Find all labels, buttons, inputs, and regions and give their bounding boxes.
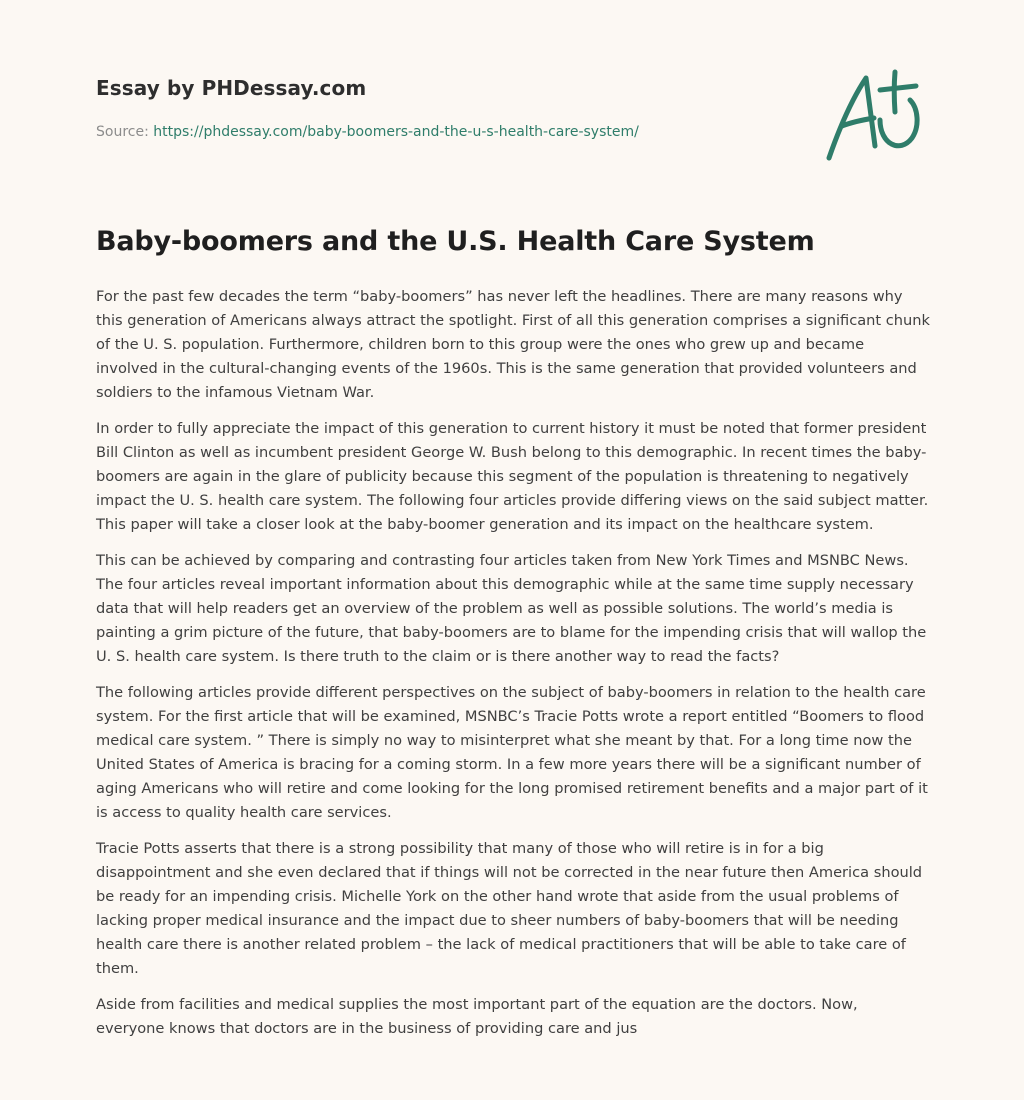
essay-paragraph: The following articles provide different perspectives on the subject of baby-boomers in relation to the health care system. For the first article that will be examined, MSNBC’s Tracie Potts wrote a report entitled “Boomers to flood medical care system. ” There is simply no way to misinterpret what she meant by that. For a long time now the United States of America is bracing for a coming storm. In a few more years there will be a significant number of aging Americans who will retire and come looking for the long promised retirement benefits and a major part of it is access to quality health care services. — [96, 684, 928, 821]
essay-paragraph: In order to fully appreciate the impact of this generation to current history it must be noted that former president Bill Clinton as well as incumbent president George W. Bush belong to this demographic. In recent times the baby-boomers are again in the glare of publicity because this segment of the population is threatening to negatively impact the U. S. health care system. The following four articles provide differing views on the said subject matter. This paper will take a closer look at the baby-boomer generation and its impact on the healthcare system. — [96, 420, 929, 533]
essay-paragraph: Aside from facilities and medical supplies the most important part of the equation are the doctors. Now, everyone knows that doctors are in the business of providing care and jus — [96, 996, 858, 1037]
source-link[interactable]: https://phdessay.com/baby-boomers-and-the-u-s-health-care-system/ — [153, 124, 639, 140]
essay-body — [96, 285, 930, 1053]
essay-title: Baby-boomers and the U.S. Health Care System — [96, 226, 815, 257]
essay-paragraph: For the past few decades the term “baby-boomers” has never left the headlines. There are many reasons why this generation of Americans always attract the spotlight. First of all this generation comprises a significant chunk of the U. S. population. Furthermore, children born to this group were the ones who grew up and became involved in the cultural-changing events of the 1960s. This is the same generation that provided volunteers and soldiers to the infamous Vietnam War. — [96, 288, 931, 401]
essay-paragraph: Tracie Potts asserts that there is a strong possibility that many of those who will retire is in for a big disappointment and she even declared that if things will not be corrected in the near future then America should be ready for an impending crisis. Michelle York on the other hand wrote that aside from the usual problems of lacking proper medical insurance and the impact due to sheer numbers of baby-boomers that will be needing health care there is another related problem – the lack of medical practitioners that will be able to take care of them. — [96, 840, 923, 977]
source-line — [96, 124, 639, 140]
header-brand: Essay by PHDessay.com — [96, 76, 367, 100]
source-label: Source: — [96, 124, 149, 140]
a-plus-icon — [822, 68, 928, 164]
essay-paragraph: This can be achieved by comparing and contrasting four articles taken from New York Times and MSNBC News. The four articles reveal important information about this demographic while at the same time supply necessary data that will help readers get an overview of the problem as well as possible solutions. The world’s media is painting a grim picture of the future, that baby-boomers are to blame for the impending crisis that will wallop the U. S. health care system. Is there truth to the claim or is there another way to read the facts? — [96, 552, 927, 665]
